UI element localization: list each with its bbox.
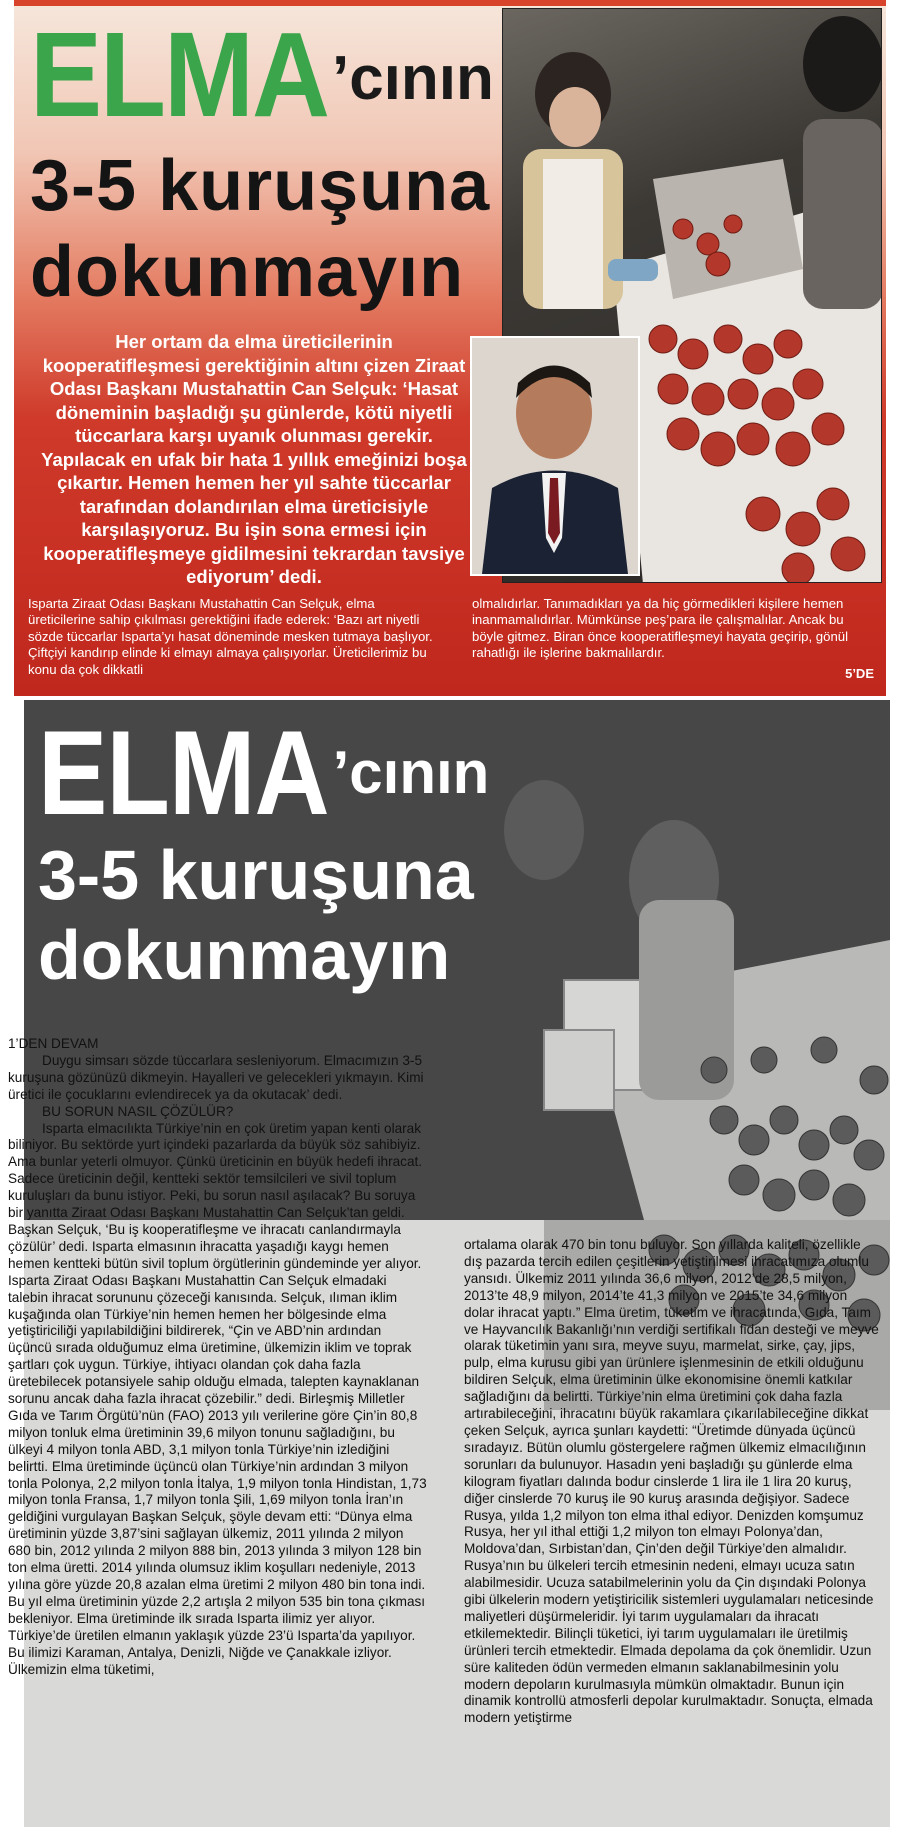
body-column-right-top: olmalıdırlar. Tanımadıkları ya da hiç görmedikleri kişilere hemen inanmamalıdırlar. Mümkünse peş’para ile çalışmalılar. Ancak bu böyle gitmez. Biran önce kooperatifleşmeyi hayata geçirip, gönül rahatlığı ile işlerine bakmalılardır. — [472, 596, 849, 661]
top-newspaper-clipping — [14, 0, 886, 696]
lead-paragraph-top: Her ortam da elma üreticilerinin kooperatifleşmesi gerektiğinin altını çizen Ziraat Odası Başkanı Mustahattin Can Selçuk: ‘Hasat döneminin başladığı şu günlerde, kötü niyetli tüccarlara karşı uyanık olunması gerekir. Yapılacak en ufak bir hata 1 yıllık emeğinizi boşa çıkartır. Hemen hemen her yıl sahte tüccarlar tarafından dolandırılan elma üreticisiyle karşılaşıyoruz. Bu işin sona ermesi için kooperatifleşmeye gidilmesini tekrardan tavsiye ediyorum’ dedi. — [41, 331, 467, 587]
headline-bottom-suffix: ’cının — [332, 739, 490, 806]
top-color-rule — [14, 0, 886, 6]
body-column-left-bottom — [8, 1036, 428, 1678]
headline-bottom-line1 — [38, 707, 638, 841]
headline-bottom-line3: dokunmayın — [38, 916, 451, 994]
body-column-left-top: Isparta Ziraat Odası Başkanı Mustahattin Can Selçuk, elma üreticilerine sahip çıkılması gerektiğini ifade ederek: ‘Bazı art niyetli sözde tüccarlar Isparta’yı hasat döneminde mesken tutmaya başlıyor. Çiftçiyi kandırıp elinde ki elmayı almaya çalışıyorlar. Üreticilerimiz bu konu da çok dikkatli — [28, 596, 433, 677]
body-column-right-bottom: ortalama olarak 470 bin tonu buluyor. Son yıllarda kaliteli, özellikle dış pazarda tercih edilen çeşitlerin yetiştirilmesi ihracatımıza olumlu yansıdı. Ülkemiz 2011 yılında 36,6 milyon, 2012’de 28,5 milyon, 2013’te 48,9 milyon, 2014’te 41,3 milyon ve 2015’te 34,6 milyon dolar ihracat yaptı.” Elma üretim, tüketim ve ihracatında, Gıda, Taım ve Hayvancılık Bakanlığı’nın verdiği sertifikalı fidan desteği ve meyve olarak tüketimin yanı sıra, meyve suyu, marmelat, sirke, çay, jips, pulp, elma kurusu gibi yan ürünlere işlenmesinin de etkili olduğunu bildiren Selçuk, elma üretiminin ülke ekonomisine önemli katkılar sağladığını da belirtti. Türkiye’nin elma üretimini çok daha fazla artırabileceğini, ihracatını büyük rakamlara çıkarılabileceğine dikkat çeken Selçuk, ayrıca şunları kaydetti: “Üretimde dünyada üçüncü sıradayız. Bütün olumlu göstergelere rağmen ülkemiz elmacılığının sorunları da bulunuyor. Hasadın yeni başladığı şu günlerde elma kilogram fiyatları dalında bodur cinslerde 1 lira ile 1 lira 20 kuruş, diğer cinslerde 70 kuruş ile 90 kuruş arasında değişiyor. Sadece Rusya, yılda 1,2 milyon ton elma ithal ediyor. Denizden komşumuz Rusya, her yıl ithal ettiği 1,2 milyon ton elmayı Polonya’dan, Moldova’dan, Sırbistan’dan, Çin’den değil Türkiye’den almalıdır. Rusya’nın bu ülkeleri tercih etmesinin nedeni, elmayı ucuza satın alabilmesidir. Ucuza satabilmelerinin yolu da Çin dışındaki Polonya gibi ülkelerin modern yetiştiricilik sistemleri uygulamaları neticesinde maliyetleri düşürmeleridir. İyi tarım uygulamaları da ihracatı etkilemektedir. Bilinçli tüketici, iyi tarım uygulamaları ile üretilmiş ürünleri tercih etmektedir. Elmada depolama da çok önemlidir. Uzun süre kaliteden ödün vermeden elmanın saklanabilmesinin yolu modern depoların kurulmasıyla mümkün olmaktadır. Bunun için dinamik kontrollü atmosferli depolar kurulmaktadır. Sonuçta, elmada modern yetiştirme — [464, 1237, 879, 1726]
headline-top-line3: dokunmayın — [30, 232, 465, 312]
portrait-photo — [470, 336, 640, 576]
portrait-photo-drawing — [472, 338, 638, 574]
headline-top-line2: 3-5 kuruşuna — [30, 146, 491, 226]
headline-bottom-elma: ELMA — [38, 707, 329, 841]
section-subheading: BU SORUN NASIL ÇÖZÜLÜR? — [42, 1103, 234, 1119]
continued-from-label: 1’DEN DEVAM — [8, 1036, 99, 1051]
continued-page-reference: 5’DE — [845, 666, 874, 681]
headline-top — [30, 6, 510, 312]
headline-top-line1 — [30, 6, 510, 142]
headline-top-elma: ELMA — [30, 6, 328, 142]
paragraph-intro: Duygu simsarı sözde tüccarlara sesleniyorum. Elmacımızın 3-5 kuruşuna gözünüzü dikmeyin. Hayalleri ve gelecekleri yıkmayın. Kimi üretici ile çocuklarını evlendirecek ya da okutacak’ dedi. — [8, 1052, 424, 1102]
paragraph-main: Isparta elmacılıkta Türkiye’nin en çok üretim yapan kenti olarak biliniyor. Bu sektörde yurt içindeki pazarlarda da büyük söz sahibiyiz. Ama bunlar yeterli olmuyor. Çünkü üreticinin en büyük hedefi ihracat. Sadece üreticinin değil, kentteki sektör temsilcileri ve sivil toplum kuruluşları da bunu istiyor. Peki, bu sorun nasıl aşılacak? Bu soruya bir yanıtta Ziraat Odası Başkanı Mustahattin Can Selçuk’tan geldi. Başkan Selçuk, ‘Bu iş kooperatifleşme ve ihracatı canlandırmayla çözülür’ dedi. Isparta elmasının ihracatta yaşadığı kaygı hemen hemen kentteki bütün sivil toplum örgütlerinin gündeminde yer alıyor. Isparta Ziraat Odası Başkanı Mustahattin Can Selçuk elmadaki talebin ihracat sorununu çözeceği kanısında. Selçuk, ılıman iklim kuşağında olan Türkiye’nin hemen hemen her bölgesinde elma yetiştiriciliği yapılabildiğini bildirerek, “Çin ve ABD’nin ardından üçüncü sırada olduğumuz elma üretimine, ülkemizin iklim ve toprak şartları çok uygun. Türkiye, ihtiyacı olandan çok daha fazla üretebilecek potansiyele sahip olduğu elmada, talepten kaynaklanan sorunu ancak daha fazla ihracat çözebilir.” dedi. Birleşmiş Milletler Gıda ve Tarım Örgütü’nün (FAO) 2013 yılı verilerine göre Çin’in 80,8 milyon tonluk elma üretiminin 39,6 milyon tonunu sağladığını, bu ülkeyi 4 milyon tonla ABD, 3,1 milyon tonla Türkiye’nin izlediğini belirtti. Elma üretiminde üçüncü olan Türkiye’nin ardından 3 milyon tonla Polonya, 2,2 milyon tonla İtalya, 1,9 milyon tonla Hindistan, 1,73 milyon tonla Fransa, 1,7 milyon tonla Şili, 1,69 milyon tonla İran’ın geldiğini vurgulayan Başkan Selçuk, şöyle devam etti: “Dünya elma üretiminin yüzde 3,87’sini sağlayan ülkemiz, 2011 yılında 2 milyon 680 bin, 2012 yılında 2 milyon 888 bin, 2013 yılında 3 milyon 128 bin ton elma üretti. 2014 yılında olumsuz iklim koşulları nedeniyle, 2013 yılına göre yüzde 20,8 azalan elma üretimi 2 milyon 480 bin tona indi. Bu yıl elma üretiminin yüzde 2,2 artışla 2 milyon 535 bin tona çıkması bekleniyor. Elma üretiminde ilk sırada Isparta ilimiz yer alıyor. Türkiye’de üretilen elmanın yaklaşık yüzde 23’ü Isparta’da yapılıyor. Bu ilimizi Karaman, Antalya, Denizli, Niğde ve Çanakkale izliyor. Ülkemizin elma tüketimi, — [8, 1120, 427, 1677]
headline-top-suffix: ’cının — [331, 44, 494, 113]
headline-bottom — [38, 707, 638, 994]
headline-bottom-line2: 3-5 kuruşuna — [38, 836, 474, 914]
